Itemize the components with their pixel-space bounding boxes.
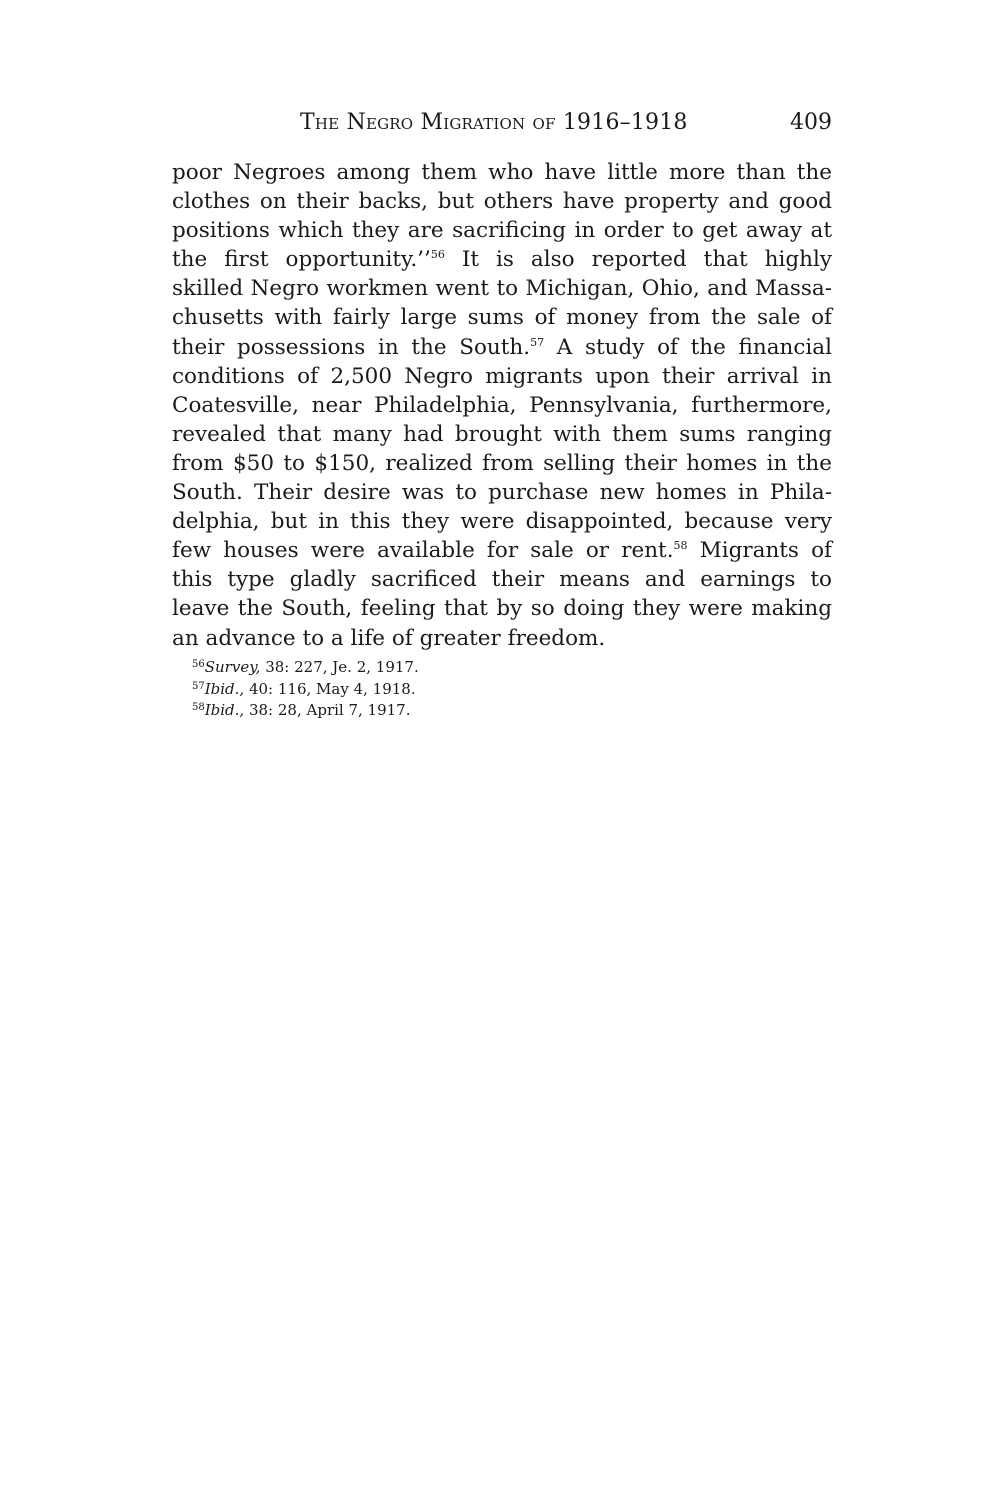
footnote-source: Ibid., bbox=[204, 701, 245, 719]
footnote-number: 57 bbox=[192, 680, 205, 692]
footnote-number: 56 bbox=[192, 659, 205, 670]
paragraph-line: leave the South, feeling that by so doing they were making bbox=[172, 596, 832, 622]
footnote-number: 58 bbox=[192, 702, 205, 713]
page-number: 409 bbox=[790, 110, 832, 135]
paragraph-line: the first opportunity.’’$^{56}$ It is also reported that highly bbox=[172, 247, 832, 273]
footnote bbox=[192, 700, 792, 722]
footnote bbox=[192, 679, 792, 701]
footnote-detail: 38: 227, Je. 2, 1917. bbox=[260, 658, 419, 676]
paragraph-line: from $50 to $150, realized from selling their homes in the bbox=[172, 450, 832, 476]
paragraph-line: few houses were available for sale or rent.$^{58}$ Migrants of bbox=[172, 538, 833, 564]
footnote-detail: 40: 116, May 4, 1918. bbox=[244, 679, 416, 698]
running-title: The Negro Migration of 1916–1918 bbox=[300, 110, 688, 135]
paragraph-line: South. Their desire was to purchase new homes in Phila- bbox=[172, 480, 832, 506]
paragraph-line: Coatesville, near Philadelphia, Pennsylvania, furthermore, bbox=[172, 392, 832, 418]
paragraph-line: this type gladly sacrificed their means and earnings to bbox=[172, 567, 832, 593]
footnote-reference: 56 bbox=[430, 248, 445, 262]
footnote-detail: 38: 28, April 7, 1917. bbox=[244, 701, 411, 719]
body-paragraph bbox=[172, 158, 832, 653]
footnote-source: Survey, bbox=[204, 658, 261, 676]
paragraph-line: delphia, but in this they were disappointed, because very bbox=[172, 509, 832, 535]
footnote-reference: 57 bbox=[530, 335, 545, 349]
paragraph-line: chusetts with fairly large sums of money from the sale of bbox=[172, 305, 832, 331]
paragraph-line: revealed that many had brought with them sums ranging bbox=[172, 421, 832, 447]
footnote-reference: 58 bbox=[673, 539, 688, 553]
paragraph-line: poor Negroes among them who have little more than the bbox=[172, 160, 832, 185]
footnote-source: Ibid., bbox=[204, 679, 245, 698]
paragraph-line: their possessions in the South.$^{57}$ A study of the financial bbox=[172, 334, 832, 360]
footnotes bbox=[192, 657, 792, 722]
footnote bbox=[192, 657, 792, 679]
paragraph-line: clothes on their backs, but others have property and good bbox=[172, 189, 832, 215]
paragraph-line: conditions of 2,500 Negro migrants upon their arrival in bbox=[172, 363, 832, 389]
paragraph-line: an advance to a life of greater freedom. bbox=[172, 625, 606, 651]
paragraph-line: skilled Negro workmen went to Michigan, Ohio, and Massa- bbox=[172, 276, 832, 302]
paragraph-line: positions which they are sacrificing in order to get away at bbox=[172, 218, 832, 244]
